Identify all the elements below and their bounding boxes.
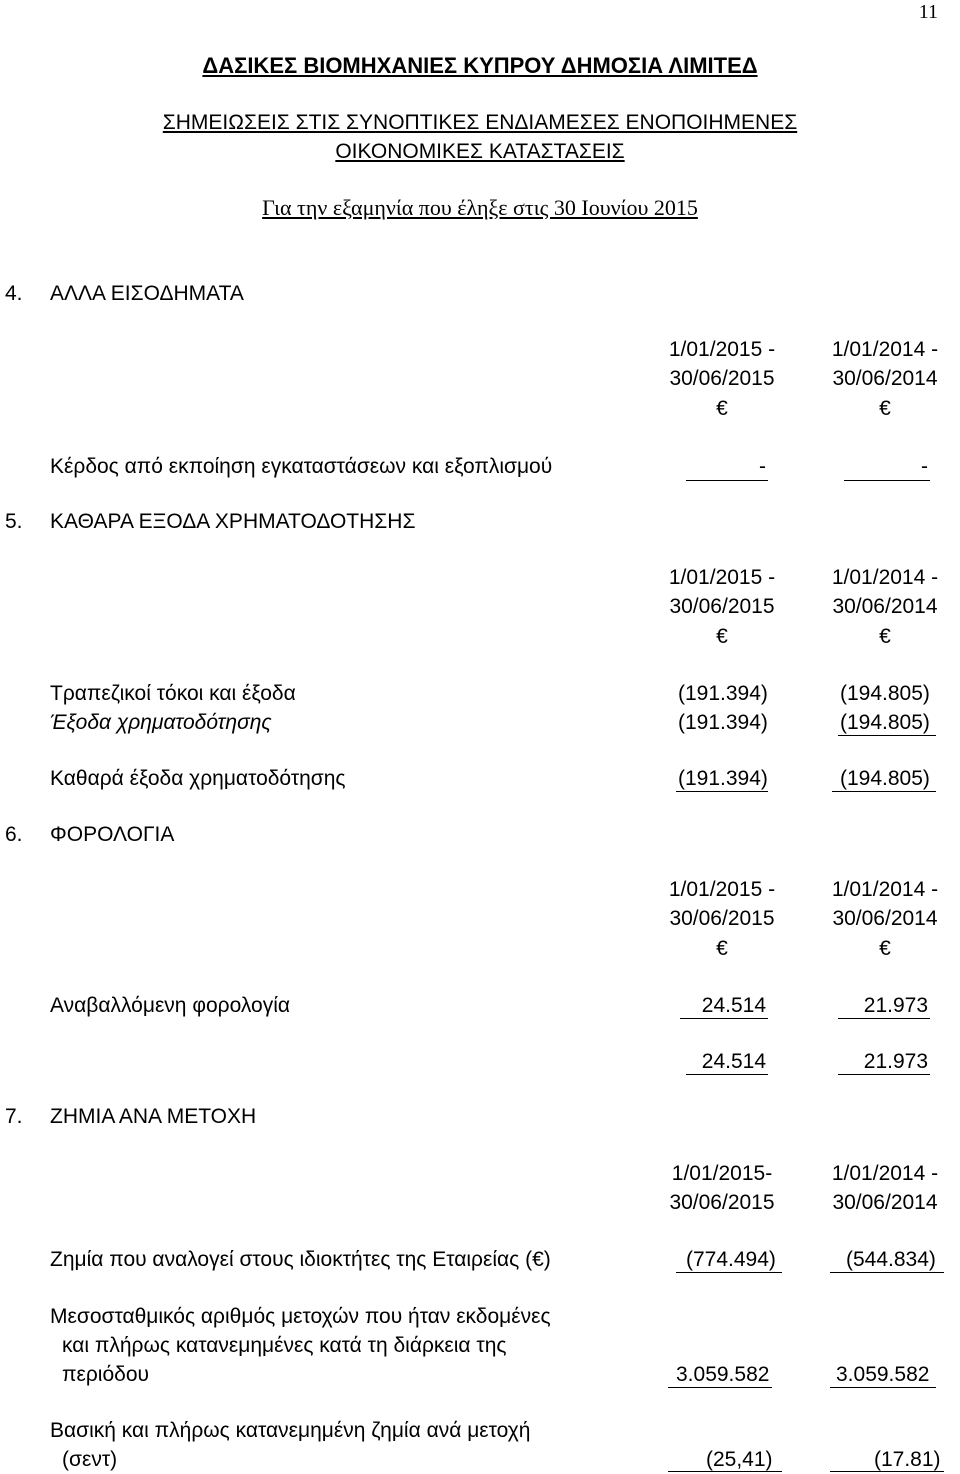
s7-col-a-line2: 30/06/2015: [669, 1191, 775, 1214]
s7-eps-2014: (17.81): [874, 1448, 941, 1471]
s7-loss-2014: (544.834): [846, 1248, 936, 1271]
s6-underline-2015: [680, 1018, 768, 1019]
s4-col-a-line1: 1/01/2015 -: [668, 338, 776, 361]
s7-shares-2014: 3.059.582: [836, 1363, 930, 1386]
s5-col-a-line1: 1/01/2015 -: [668, 566, 776, 589]
s5-total-2014: (194.805): [840, 767, 930, 790]
s5-col-a-currency: €: [716, 625, 728, 648]
s5-col-a-line2: 30/06/2015: [669, 595, 775, 618]
s7-loss-2015: (774.494): [686, 1248, 776, 1271]
s6-value-2015: 24.514: [701, 994, 766, 1017]
s6-underline-2014: [838, 1018, 930, 1019]
s7-shares-underline-2015: [668, 1387, 772, 1388]
s6-total-underline-2014: [838, 1074, 930, 1075]
s5-row2-2015: (191.394): [678, 711, 768, 734]
s5-row1-label: Τραπεζικοί τόκοι και έξοδα: [50, 682, 296, 705]
s6-col-b-line1: 1/01/2014 -: [831, 878, 939, 901]
s5-row2-label: Έξοδα χρηματοδότησης: [50, 711, 272, 734]
s5-total-label: Καθαρά έξοδα χρηματοδότησης: [50, 767, 346, 790]
s6-total-2014: 21.973: [863, 1050, 928, 1073]
s5-col-b-currency: €: [879, 625, 891, 648]
s4-col-b-currency: €: [879, 397, 891, 420]
s6-value-2014: 21.973: [863, 994, 928, 1017]
s4-value-2014: -: [921, 455, 928, 478]
s6-row-label: Αναβαλλόμενη φορολογία: [50, 994, 291, 1017]
s7-eps-label-line2: (σεντ): [62, 1448, 118, 1471]
s5-col-b-line2: 30/06/2014: [832, 595, 938, 618]
s7-eps-underline-2014: [830, 1471, 944, 1472]
section4-title: ΑΛΛΑ ΕΙΣΟΔΗΜΑΤΑ: [50, 282, 244, 305]
s7-loss-underline-2015: [676, 1272, 782, 1273]
section4-number: 4.: [5, 282, 23, 305]
s6-col-b-line2: 30/06/2014: [832, 907, 938, 930]
s7-col-a-line1: 1/01/2015-: [671, 1162, 773, 1185]
s4-value-2015: -: [759, 455, 766, 478]
s4-col-b-line2: 30/06/2014: [832, 367, 938, 390]
page-number: 11: [918, 1, 938, 23]
company-name: ΔΑΣΙΚΕΣ ΒΙΟΜΗΧΑΝΙΕΣ ΚΥΠΡΟΥ ΔΗΜΟΣΙΑ ΛΙΜΙΤΕΔ: [202, 53, 758, 78]
notes-title-line1: ΣΗΜΕΙΩΣΕΙΣ ΣΤΙΣ ΣΥΝΟΠΤΙΚΕΣ ΕΝΔΙΑΜΕΣΕΣ ΕΝΟΠΟΙΗΜΕΝΕΣ: [162, 111, 798, 134]
s7-loss-label: Ζημία που αναλογεί στους ιδιοκτήτες της Εταιρείας (€): [50, 1248, 551, 1271]
section5-title: ΚΑΘΑΡΑ ΕΞΟΔΑ ΧΡΗΜΑΤΟΔΟΤΗΣΗΣ: [50, 510, 416, 533]
section7-number: 7.: [5, 1105, 23, 1128]
s4-col-a-line2: 30/06/2015: [669, 367, 775, 390]
s5-total-underline-2014: [832, 791, 936, 792]
s5-total-underline-2015: [676, 791, 768, 792]
s7-col-b-line1: 1/01/2014 -: [831, 1162, 939, 1185]
s7-eps-label-line1: Βασική και πλήρως κατανεμημένη ζημία ανά μετοχή: [50, 1419, 531, 1442]
s7-shares-label-line3: περιόδου: [62, 1363, 149, 1386]
s7-shares-underline-2014: [830, 1387, 936, 1388]
s5-row1-2014: (194.805): [840, 682, 930, 705]
s7-col-b-line2: 30/06/2014: [832, 1191, 938, 1214]
s6-total-underline-2015: [686, 1074, 768, 1075]
s4-col-b-line1: 1/01/2014 -: [831, 338, 939, 361]
section7-title: ΖΗΜΙΑ ΑΝΑ ΜΕΤΟΧΗ: [50, 1105, 257, 1128]
s4-row-label: Κέρδος από εκποίηση εγκαταστάσεων και εξοπλισμού: [50, 455, 553, 478]
s5-row2-2014: (194.805): [840, 711, 930, 734]
s6-col-a-line2: 30/06/2015: [669, 907, 775, 930]
s7-loss-underline-2014: [830, 1272, 944, 1273]
s6-col-b-currency: €: [879, 937, 891, 960]
s6-col-a-line1: 1/01/2015 -: [668, 878, 776, 901]
s7-eps-2015: (25,41): [706, 1448, 773, 1471]
section5-number: 5.: [5, 510, 23, 533]
s7-shares-2015: 3.059.582: [676, 1363, 770, 1386]
s4-underline-2014: [844, 480, 930, 481]
s5-col-b-line1: 1/01/2014 -: [831, 566, 939, 589]
s7-eps-underline-2015: [668, 1471, 782, 1472]
section6-number: 6.: [5, 823, 23, 846]
s7-shares-label-line2: και πλήρως κατανεμημένες κατά τη διάρκεια της: [62, 1334, 507, 1357]
period-line: Για την εξαμηνία που έληξε στις 30 Ιουνίου 2015: [262, 195, 698, 220]
s5-total-2015: (191.394): [678, 767, 768, 790]
s6-col-a-currency: €: [716, 937, 728, 960]
notes-title-line2: ΟΙΚΟΝΟΜΙΚΕΣ ΚΑΤΑΣΤΑΣΕΙΣ: [335, 140, 625, 163]
s5-row1-2015: (191.394): [678, 682, 768, 705]
section6-title: ΦΟΡΟΛΟΓΙΑ: [50, 823, 175, 846]
s6-total-2015: 24.514: [701, 1050, 766, 1073]
s4-col-a-currency: €: [716, 397, 728, 420]
s5-row2-underline-2014: [838, 735, 936, 736]
s7-shares-label-line1: Μεσοσταθμικός αριθμός μετοχών που ήταν εκδομένες: [50, 1305, 551, 1328]
s4-underline-2015: [686, 480, 768, 481]
